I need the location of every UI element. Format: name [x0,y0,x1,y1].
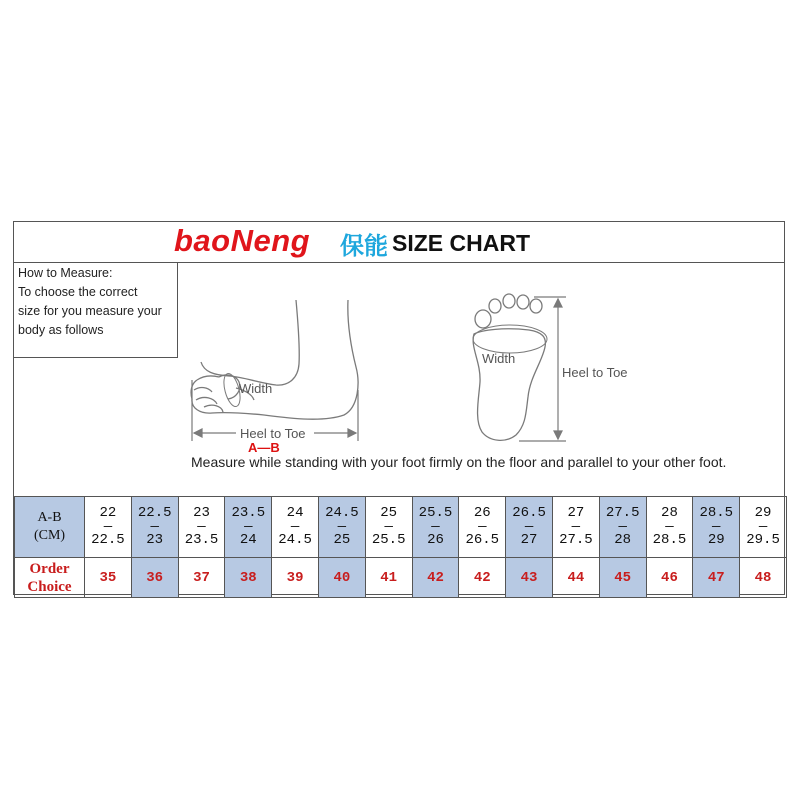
order-size-cell: 48 [740,558,787,598]
size-range-from: 22.5 [137,505,172,521]
size-range-from: 26 [473,505,491,521]
size-range-from: 25.5 [418,505,453,521]
size-range-cell [178,497,225,558]
size-range-cell [85,497,132,558]
size-range-dash: — [712,519,721,535]
size-range-dash: — [665,519,674,535]
size-range-to: 29.5 [746,532,780,548]
measure-instructions: Measure while standing with your foot firmly on the floor and parallel to your other foot. [191,454,727,470]
size-range-to: 27 [520,532,538,548]
row-label-unit: (CM) [33,528,66,543]
table-row-order [15,558,787,598]
sole-width-label: Width [482,351,516,366]
brand-name-chinese: 保能 [340,232,388,260]
order-size-cell: 42 [412,558,459,598]
row-label-ab-text: A-B [37,510,62,525]
size-range-cell [599,497,646,558]
size-range-dash: — [618,519,627,535]
size-range-from: 24.5 [325,505,359,521]
size-range-to: 25 [333,532,351,548]
size-range-cell [740,497,787,558]
size-range-from: 27.5 [605,505,640,521]
size-range-cell [365,497,412,558]
side-width-label: Width [239,381,273,396]
order-size-cell: 43 [506,558,553,598]
size-range-cell [552,497,599,558]
sole-foot-icon [473,294,545,440]
size-range-from: 28.5 [699,505,734,521]
how-to-measure-line: body as follows [18,323,104,337]
order-size-cell: 39 [272,558,319,598]
size-range-to: 22.5 [91,532,125,548]
size-range-from: 23 [193,505,210,521]
sole-length-arrow [519,297,566,441]
size-range-dash: — [478,519,487,535]
how-to-measure-line: size for you measure your [18,304,162,318]
size-range-dash: — [337,519,347,535]
size-range-dash: — [431,519,440,535]
size-range-to: 26.5 [465,532,500,548]
order-size-cell: 47 [693,558,740,598]
size-range-from: 25 [380,505,398,521]
size-range-to: 28.5 [652,532,687,548]
brand-name: baoNeng [174,223,311,258]
size-range-from: 22 [99,505,117,521]
order-size-cell: 45 [599,558,646,598]
sole-length-label: Heel to Toe [562,365,628,380]
size-range-cell [412,497,459,558]
size-range-to: 24.5 [278,532,312,548]
size-range-dash: — [150,519,159,535]
order-size-cell: 44 [552,558,599,598]
size-range-cell [131,497,178,558]
size-chart-frame [13,221,785,595]
row-label-ab [15,497,85,558]
table-row-ab [15,497,787,558]
size-range-dash: — [244,519,253,535]
size-range-to: 25.5 [371,532,406,548]
size-range-cell [506,497,553,558]
size-range-to: 26 [427,532,444,548]
order-size-cell: 35 [85,558,132,598]
size-range-dash: — [524,519,534,535]
size-range-dash: — [197,519,206,535]
size-table [14,496,787,598]
size-range-dash: — [290,519,300,535]
row-label-order-text: Order [29,560,70,577]
size-range-cell [225,497,272,558]
ab-label: A—B [248,440,280,455]
size-range-to: 23 [146,532,164,548]
size-range-from: 29 [754,505,772,521]
row-label-order [15,558,85,598]
chart-title: SIZE CHART [392,230,530,256]
side-length-label: Heel to Toe [240,426,306,441]
size-range-cell [646,497,693,558]
side-foot-icon [191,300,358,419]
size-range-dash: — [758,519,768,535]
order-size-cell: 40 [318,558,365,598]
size-range-from: 26.5 [512,505,546,521]
size-range-cell [272,497,319,558]
size-range-to: 28 [614,532,632,548]
order-size-cell: 38 [225,558,272,598]
size-range-cell [459,497,506,558]
row-label-choice-text: Choice [27,578,72,595]
size-range-from: 28 [661,505,678,521]
size-range-from: 27 [567,505,585,521]
size-range-to: 27.5 [559,532,593,548]
size-range-dash: — [571,519,581,535]
order-size-cell: 36 [131,558,178,598]
size-range-cell [318,497,365,558]
how-to-measure-line: How to Measure: [18,266,113,280]
order-size-cell: 37 [178,558,225,598]
size-range-to: 23.5 [184,532,219,548]
size-range-dash: — [103,519,113,535]
order-size-cell: 42 [459,558,506,598]
size-range-dash: — [384,519,393,535]
order-size-cell: 46 [646,558,693,598]
how-to-measure-line: To choose the correct [18,285,138,299]
size-range-from: 23.5 [231,505,266,521]
size-range-to: 24 [239,532,257,548]
size-range-cell [693,497,740,558]
size-range-from: 24 [286,505,304,521]
size-range-to: 29 [707,532,725,548]
order-size-cell: 41 [365,558,412,598]
